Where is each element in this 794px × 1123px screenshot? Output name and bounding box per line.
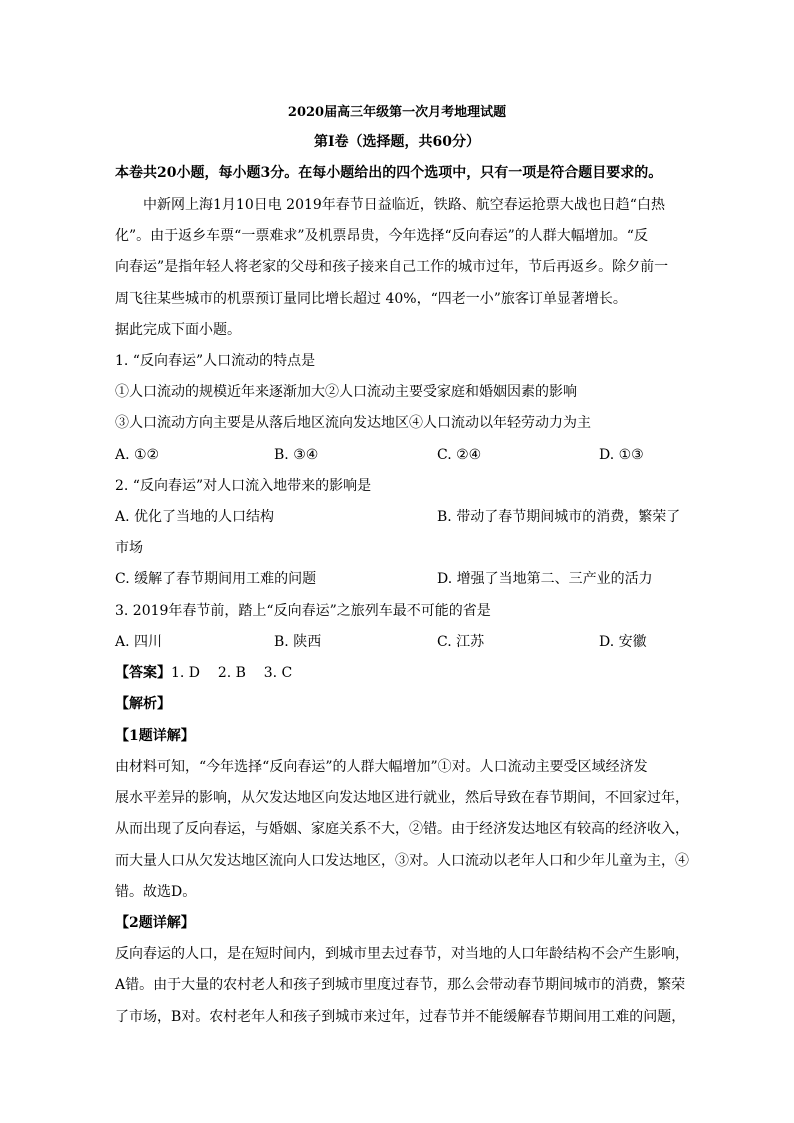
question-3-option-a: A. 四川 — [115, 634, 163, 650]
question-3-option-d: D. 安徽 — [599, 634, 647, 650]
passage-line: 中新网上海1月10日电 2019年春节日益临近，铁路、航空春运抢票大战也日趋“白热 — [143, 197, 665, 213]
question-1-statement: ①人口流动的规模近年来逐渐加大②人口流动主要受家庭和婚姻因素的影响 — [115, 384, 577, 400]
question-2-stem: 2. “反向春运”对人口流入地带来的影响是 — [115, 478, 372, 494]
question-1-option-c: C. ②④ — [437, 447, 482, 463]
question-1-option-a: A. ①② — [115, 447, 160, 463]
question-1-statement: ③人口流动方向主要是从落后地区流向发达地区④人口流动以年轻劳动力为主 — [115, 415, 591, 431]
question-2-option-d: D. 增强了当地第二、三产业的活力 — [437, 571, 653, 587]
section-subtitle: 第Ⅰ卷（选择题，共60分） — [313, 134, 481, 150]
question-3-option-b: B. 陕西 — [274, 634, 322, 650]
analysis-q1-line: 由材料可知，“今年选择“反向春运”的人群大幅增加”①对。人口流动主要受区域经济发 — [115, 759, 648, 775]
analysis-q2-line: 了市场，B对。农村老年人和孩子到城市来过年，过春节并不能缓解春节期间用工难的问题， — [115, 1009, 686, 1025]
exam-title: 2020届高三年级第一次月考地理试题 — [287, 105, 507, 120]
analysis-q1-label: 【1题详解】 — [115, 728, 195, 744]
instructions: 本卷共20小题，每小题3分。在每小题给出的四个选项中，只有一项是符合题目要求的。 — [115, 165, 663, 181]
question-3-option-c: C. 江苏 — [437, 634, 485, 650]
analysis-q2-line: A错。由于大量的农村老人和孩子到城市里度过春节，那么会带动春节期间城市的消费，繁荣 — [115, 977, 686, 993]
question-2-option-b-cont: 市场 — [115, 540, 143, 556]
passage-line: 向春运”是指年轻人将老家的父母和孩子接来自己工作的城市过年，节后再返乡。除夕前一 — [115, 259, 669, 275]
answer-values: 1. D 2. B 3. C — [171, 665, 293, 681]
answer-line — [115, 663, 292, 683]
passage-line: 周飞往某些城市的机票预订量同比增长超过 40%，“四老一小”旅客订单显著增长。 — [115, 291, 627, 307]
analysis-label: 【解析】 — [115, 696, 171, 712]
analysis-q1-line: 展水平差异的影响，从欠发达地区向发达地区进行就业，然后导致在春节期间，不回家过年， — [115, 790, 689, 806]
question-1-option-d: D. ①③ — [599, 447, 644, 463]
answer-label: 【答案】 — [115, 665, 171, 681]
question-1-option-b: B. ③④ — [274, 447, 319, 463]
analysis-q1-line: 而大量人口从欠发达地区流向人口发达地区，③对。人口流动以老年人口和少年儿童为主，④ — [115, 853, 689, 869]
passage-prompt: 据此完成下面小题。 — [115, 322, 241, 338]
analysis-q2-line: 反向春运的人口，是在短时间内，到城市里去过春节，对当地的人口年龄结构不会产生影响， — [115, 946, 689, 962]
analysis-q2-label: 【2题详解】 — [115, 915, 195, 931]
analysis-q1-line: 错。故选D。 — [115, 884, 197, 900]
question-2-option-a: A. 优化了当地的人口结构 — [115, 509, 275, 525]
passage-line: 化”。由于返乡车票“一票难求”及机票昂贵，今年选择“反向春运”的人群大幅增加。“反 — [115, 228, 648, 244]
analysis-q1-line: 从而出现了反向春运，与婚姻、家庭关系不大，②错。由于经济发达地区有较高的经济收入， — [115, 821, 689, 837]
question-1-stem: 1. “反向春运”人口流动的特点是 — [115, 353, 316, 369]
question-2-option-c: C. 缓解了春节期间用工难的问题 — [115, 571, 317, 587]
question-3-stem: 3. 2019年春节前，踏上“反向春运”之旅列车最不可能的省是 — [115, 603, 491, 619]
question-2-option-b: B. 带动了春节期间城市的消费，繁荣了 — [437, 509, 681, 525]
